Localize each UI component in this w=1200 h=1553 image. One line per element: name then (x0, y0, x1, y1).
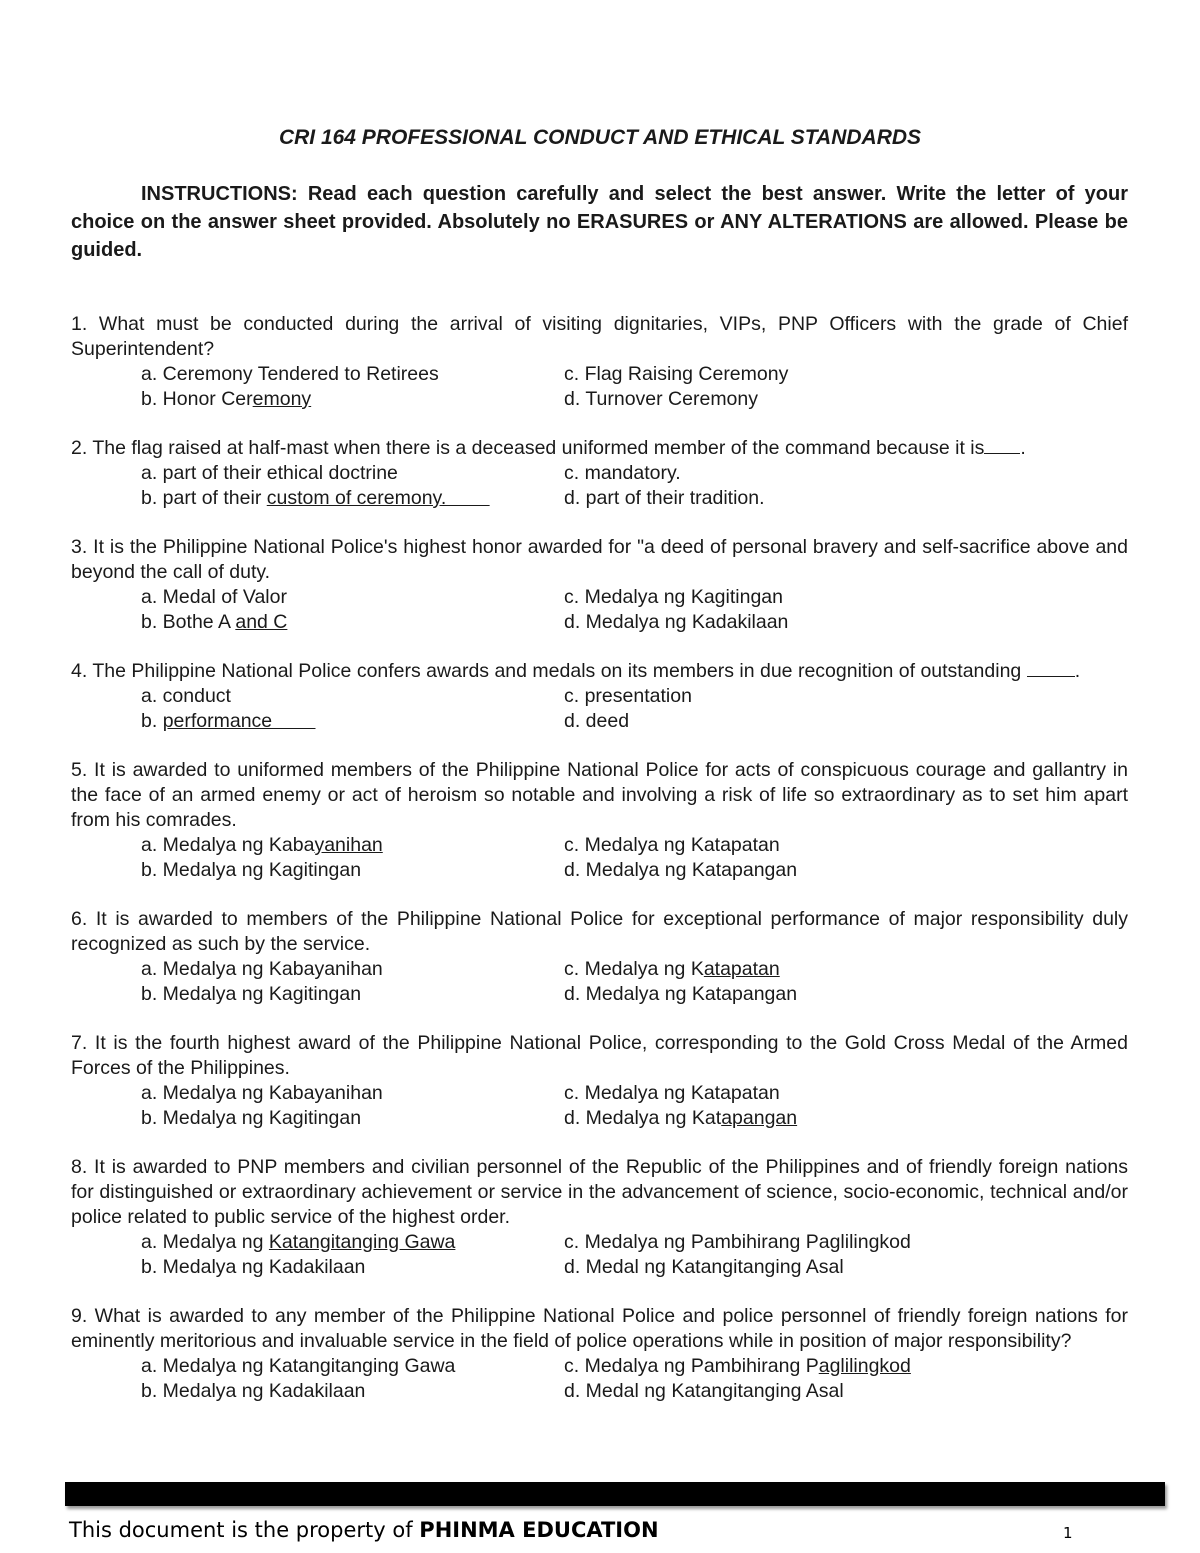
question-7-options (71, 1081, 1128, 1131)
question-3 (71, 535, 1128, 635)
question-4-text-end: . (1074, 660, 1081, 682)
option-c: c. Medalya ng Pambihirang Paglilingkod (564, 1231, 911, 1253)
question-4-options (71, 684, 1128, 734)
question-2-text-main: 2. The flag raised at half-mast when there is a deceased uniformed member of the command because it is (71, 437, 985, 459)
question-6-options (71, 957, 1128, 1007)
question-2-options (71, 461, 1128, 511)
option-c: c. Medalya ng Katapatan (564, 1082, 780, 1104)
document-title: CRI 164 PROFESSIONAL CONDUCT AND ETHICAL STANDARDS (278, 126, 922, 149)
option-d-underlined: apangan (721, 1107, 798, 1129)
option-c: c. Flag Raising Ceremony (564, 363, 789, 385)
option-c-underlined: aglilingkod (818, 1355, 911, 1377)
option-c: c. Medalya ng Kagitingan (564, 586, 783, 608)
option-d: d. Medalya ng Katapangan (564, 983, 798, 1005)
footer-text: This document is the property of (69, 1518, 420, 1542)
question-8-text: 8. It is awarded to PNP members and civilian personnel of the Republic of the Philippines and of friendly foreign nations for distinguished or extraordinary achievement or service in the advancement of science, socio-economic, technical and/or police related to public service of the highest order. (71, 1156, 1128, 1228)
option-a: a. Ceremony Tendered to Retirees (141, 363, 439, 385)
question-8-options (71, 1230, 1128, 1280)
option-b-text: b. Honor Cer (141, 388, 253, 410)
option-b: b. Medalya ng Kagitingan (141, 1107, 362, 1129)
option-c-text: c. Medalya ng K (564, 958, 704, 980)
option-a-text: a. Medalya ng (141, 1231, 269, 1253)
option-c: c. Medalya ng Katapatan (564, 834, 780, 856)
question-3-text: 3. It is the Philippine National Police's highest honor awarded for "a deed of personal bravery and self-sacrifice above and beyond the call of duty. (71, 536, 1128, 583)
option-b-underlined: emony (252, 388, 312, 410)
question-1-text: 1. What must be conducted during the arrival of visiting dignitaries, VIPs, PNP Officers with the grade of Chief Superintendent? (71, 313, 1128, 360)
question-5-options (71, 833, 1128, 883)
question-7-text: 7. It is the fourth highest award of the Philippine National Police, corresponding to the Gold Cross Medal of the Armed Forces of the Philippines. (71, 1032, 1128, 1079)
question-list (71, 312, 1128, 1428)
option-a (141, 833, 564, 858)
question-2-text-end: . (1020, 437, 1026, 459)
option-b: b. Medalya ng Kadakilaan (141, 1256, 366, 1278)
question-4-text-main: 4. The Philippine National Police confers awards and medals on its members in due recognition of outstanding (71, 660, 1022, 682)
page-number: 1 (1063, 1524, 1073, 1542)
option-a-underlined: Katangitanging Gawa (268, 1231, 456, 1253)
option-d: d. part of their tradition. (564, 487, 765, 509)
question-5-text: 5. It is awarded to uniformed members of the Philippine National Police for acts of conspicuous courage and gallantry in the face of an armed enemy or act of heroism so notable and involving a risk of life so extraordinary as to set him apart from his comrades. (71, 759, 1128, 831)
option-b (141, 387, 564, 412)
question-5 (71, 758, 1128, 883)
question-2 (71, 436, 1128, 511)
answer-blank (984, 440, 1020, 454)
option-b-text: b. Bothe A (141, 611, 236, 633)
footer-bar (65, 1482, 1165, 1506)
question-4-text (71, 659, 1128, 684)
option-d-text: d. Medalya ng Kat (564, 1107, 722, 1129)
option-d: d. Medal ng Katangitanging Asal (564, 1256, 844, 1278)
option-a: a. Medalya ng Katangitanging Gawa (141, 1355, 456, 1377)
option-b: b. Medalya ng Kagitingan (141, 859, 362, 881)
option-b (141, 709, 564, 734)
option-b-underlined: custom of ceremony. (266, 487, 490, 509)
option-d (564, 1106, 1044, 1131)
question-7 (71, 1031, 1128, 1131)
option-c (564, 957, 1044, 982)
question-3-options (71, 585, 1128, 635)
option-a: a. part of their ethical doctrine (141, 462, 398, 484)
question-1-options (71, 362, 1128, 412)
option-c: c. mandatory. (564, 462, 681, 484)
option-c-underlined: atapatan (703, 958, 780, 980)
option-a: a. conduct (141, 685, 231, 707)
option-b (141, 486, 564, 511)
option-a: a. Medalya ng Kabayanihan (141, 958, 383, 980)
option-d: d. Medalya ng Kadakilaan (564, 611, 789, 633)
option-b-text: b. part of their (141, 487, 267, 509)
option-c-text: c. Medalya ng Pambihirang P (564, 1355, 819, 1377)
option-d: d. Medal ng Katangitanging Asal (564, 1380, 844, 1402)
question-4 (71, 659, 1128, 734)
option-d: d. deed (564, 710, 630, 732)
option-b-text: b. (141, 710, 163, 732)
question-9-text: 9. What is awarded to any member of the Philippine National Police and police personnel of friendly foreign nations for eminently meritorious and invaluable service in the field of police operations while in position of major responsibility? (71, 1305, 1128, 1352)
option-a (141, 1230, 564, 1255)
question-8 (71, 1155, 1128, 1280)
footer-owner: PHINMA EDUCATION (419, 1518, 659, 1542)
option-a: a. Medal of Valor (141, 586, 287, 608)
footer-ownership (69, 1518, 659, 1542)
question-1 (71, 312, 1128, 412)
option-b: b. Medalya ng Kadakilaan (141, 1380, 366, 1402)
option-c (564, 1354, 1044, 1379)
option-b (141, 610, 564, 635)
option-b-underlined: and C (235, 611, 288, 633)
option-a-underlined: yanihan (314, 834, 383, 856)
question-6 (71, 907, 1128, 1007)
option-d: d. Turnover Ceremony (564, 388, 759, 410)
option-d: d. Medalya ng Katapangan (564, 859, 798, 881)
question-9 (71, 1304, 1128, 1404)
option-b: b. Medalya ng Kagitingan (141, 983, 362, 1005)
option-a: a. Medalya ng Kabayanihan (141, 1082, 383, 1104)
option-c: c. presentation (564, 685, 692, 707)
instructions: INSTRUCTIONS: Read each question carefully and select the best answer. Write the letter of your choice on the answer sheet provided. Absolutely no ERASURES or ANY ALTERATIONS are allowed. Please be guided. (71, 183, 1128, 261)
answer-blank (1027, 663, 1075, 677)
question-9-options (71, 1354, 1128, 1404)
question-6-text: 6. It is awarded to members of the Philippine National Police for exceptional performance of major responsibility duly recognized as such by the service. (71, 908, 1128, 955)
option-a-text: a. Medalya ng Kaba (141, 834, 315, 856)
question-2-text (71, 436, 1128, 461)
option-b-underlined: performance (162, 710, 316, 732)
